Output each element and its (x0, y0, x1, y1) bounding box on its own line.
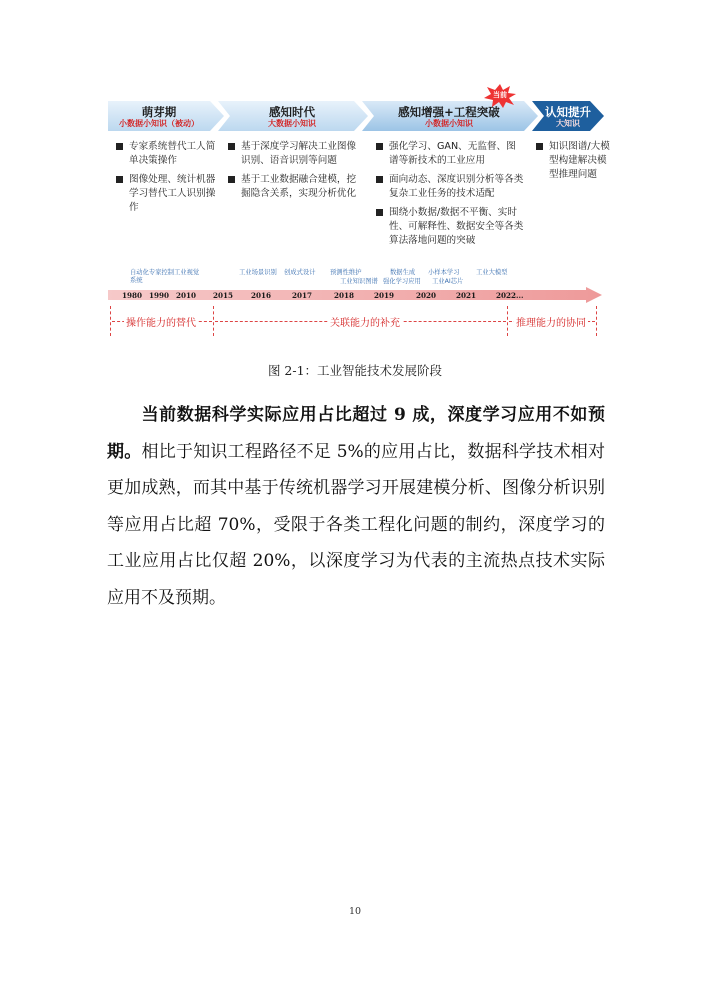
bullet-column-3 (376, 140, 524, 253)
body-paragraph (107, 397, 605, 616)
tech-label: 工业AI芯片 (432, 278, 464, 285)
bullet-item (536, 140, 610, 182)
tech-label: 工业场景识别 (239, 269, 277, 276)
tech-label: 工业知识图谱 (340, 278, 378, 285)
tech-label: 强化学习应用 (383, 278, 421, 285)
phase-title: 感知增强+工程突破 (398, 105, 500, 119)
phase-subtitle: 大数据小知识 (268, 119, 316, 128)
page-number: 10 (348, 906, 362, 917)
year-label: 1990 (149, 291, 170, 300)
year-label: 2018 (334, 291, 355, 300)
bullet-text: 面向动态、深度识别分析等各类复杂工业任务的技术适配 (389, 174, 524, 199)
phase-subtitle: 小数据小知识 (425, 119, 473, 128)
bullet-column-4 (536, 140, 610, 187)
square-bullet-icon (228, 143, 235, 150)
year-label: 2010 (176, 291, 197, 300)
year-label: 2015 (213, 291, 234, 300)
bullet-text: 图像处理、统计机器学习替代工人识别操作 (129, 174, 216, 213)
bullet-text: 围绕小数据/数据不平衡、实时性、可解释性、数据安全等各类算法落地问题的突破 (389, 207, 524, 246)
span-divider (507, 306, 508, 336)
capability-label: 推理能力的协同 (514, 314, 588, 329)
tech-label: 工业大模型 (476, 269, 508, 276)
year-label: 2017 (292, 291, 313, 300)
square-bullet-icon (536, 143, 543, 150)
phase-subtitle: 大知识 (556, 119, 580, 128)
current-badge (484, 84, 516, 108)
year-label: 2020 (416, 291, 437, 300)
year-label: 2021 (456, 291, 477, 300)
phase-title: 感知时代 (269, 105, 315, 119)
year-label: 1980 (122, 291, 143, 300)
bullet-item (376, 206, 524, 248)
tech-label: 数据生成 (390, 269, 416, 276)
bullet-item (228, 173, 364, 201)
bullet-text: 基于深度学习解决工业图像识别、语音识别等问题 (241, 141, 357, 166)
bullet-item (228, 140, 364, 168)
bullet-item (376, 173, 524, 201)
paragraph-lead: 当前数据科学实际应用占比超过 9 成，深度学习应用不如预期。 (107, 405, 605, 462)
tech-label: 工业视觉 (174, 269, 200, 276)
tech-label: 创成式设计 (284, 269, 316, 276)
phase-arrow-2 (218, 101, 368, 131)
phase-title: 萌芽期 (141, 105, 177, 119)
capability-label: 关联能力的补充 (328, 314, 402, 329)
square-bullet-icon (376, 209, 383, 216)
phase-arrow-4 (532, 101, 604, 131)
square-bullet-icon (116, 143, 123, 150)
square-bullet-icon (228, 176, 235, 183)
bullet-text: 基于工业数据融合建模，挖掘隐含关系，实现分析优化 (241, 174, 357, 199)
bullet-text: 知识图谱/大模型构建解决模型推理问题 (549, 141, 610, 180)
year-label: 2022... (496, 291, 524, 300)
year-label: 2016 (251, 291, 272, 300)
bullet-text: 强化学习、GAN、无监督、图谱等新技术的工业应用 (389, 141, 516, 166)
tech-label: 自动化专家控制系统 (130, 269, 175, 284)
phase-title: 认知提升 (545, 105, 591, 119)
phase-subtitle: 小数据小知识（被动） (119, 119, 199, 128)
tech-label: 预测性维护 (330, 269, 362, 276)
figure-caption: 图 2-1：工业智能技术发展阶段 (267, 363, 443, 378)
capability-label: 操作能力的替代 (124, 314, 198, 329)
bullet-item (376, 140, 524, 168)
bullet-column-2 (228, 140, 364, 206)
year-label: 2019 (374, 291, 395, 300)
paragraph-text: 相比于知识工程路径不足 5%的应用占比，数据科学技术相对更加成熟，而其中基于传统机器学习开展建模分析、图像分析识别等应用占比超 70%，受限于各类工程化问题的制约，深度学习的工业应用占比仅超 20%，以深度学习为代表的主流热点技术实际应用不及预期。 (107, 441, 606, 608)
phase-arrow-1 (108, 101, 224, 131)
bullet-item (116, 173, 216, 215)
bullet-column-1 (116, 140, 216, 220)
square-bullet-icon (376, 143, 383, 150)
square-bullet-icon (376, 176, 383, 183)
span-divider (213, 306, 214, 336)
tech-label: 小样本学习 (428, 269, 460, 276)
span-divider (110, 306, 111, 336)
square-bullet-icon (116, 176, 123, 183)
span-divider (596, 306, 597, 336)
current-badge-label: 当前 (493, 91, 507, 99)
bullet-text: 专家系统替代工人简单决策操作 (129, 141, 216, 166)
bullet-item (116, 140, 216, 168)
